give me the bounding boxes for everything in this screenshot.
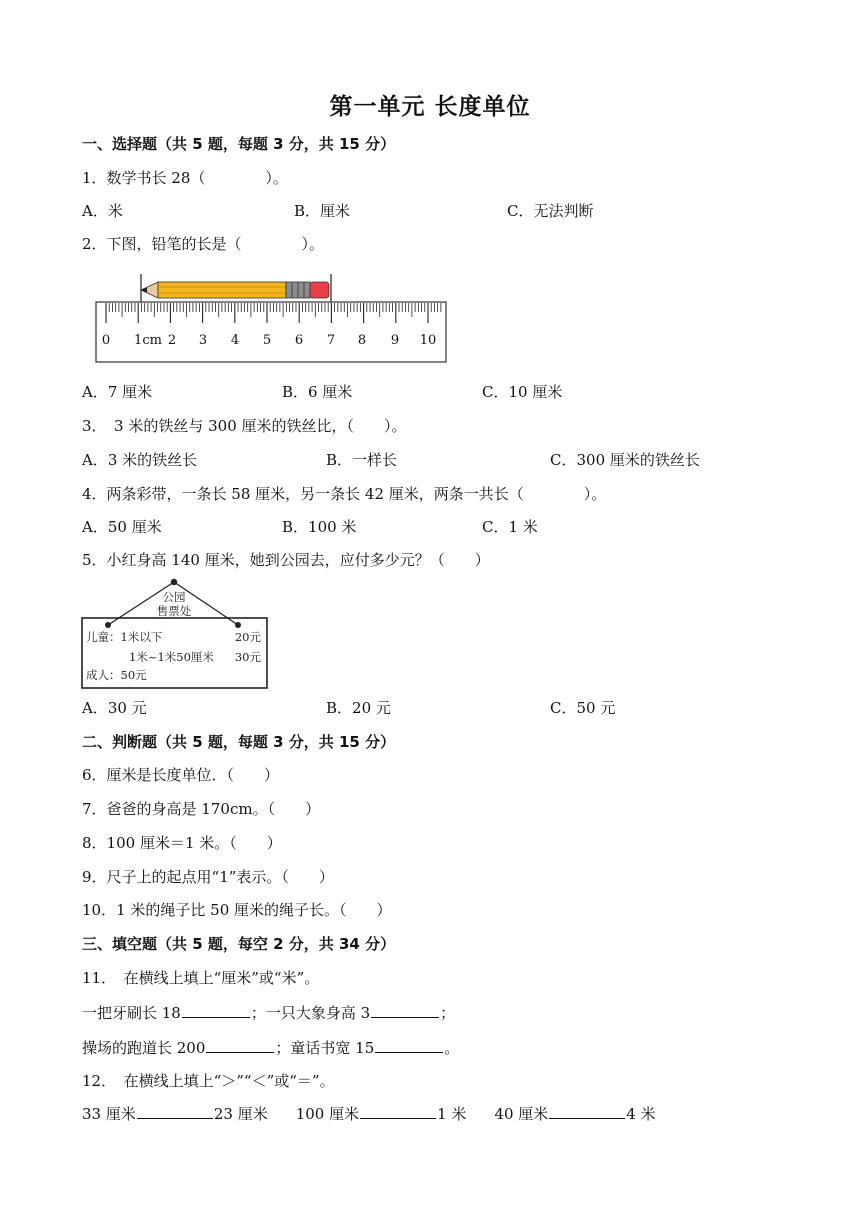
price-row-3-label: 成人：50元 xyxy=(86,668,147,682)
price-row-1-label: 儿童：1米以下 xyxy=(86,630,163,644)
question-4: 4．两条彩带，一条长 58 厘米，另一条长 42 厘米，两条一共长（ ）。 xyxy=(82,485,607,503)
q1-option-b: B．厘米 xyxy=(294,202,351,220)
ruler-label-2: 2 xyxy=(167,333,177,348)
question-3: 3． 3 米的铁丝与 300 厘米的铁丝比，（ ）。 xyxy=(82,417,407,435)
q12-line xyxy=(82,1103,656,1125)
ruler-label-0: 0 xyxy=(101,333,111,348)
ruler-label-7: 7 xyxy=(326,333,336,348)
question-7: 7．爸爸的身高是 170cm。（ ） xyxy=(82,800,321,818)
q5-option-a: A．30 元 xyxy=(82,699,147,717)
price-row-2-value: 30元 xyxy=(234,650,261,664)
question-6: 6．厘米是长度单位．（ ） xyxy=(82,766,280,784)
section-choice-heading: 一、选择题（共 5 题，每题 3 分，共 15 分） xyxy=(82,135,396,153)
q4-option-c: C．1 米 xyxy=(482,518,538,536)
question-9: 9．尺子上的起点用“1”表示。（ ） xyxy=(82,868,334,886)
question-5: 5．小红身高 140 厘米，她到公园去，应付多少元？（ ） xyxy=(82,551,490,569)
answer-blank[interactable] xyxy=(375,1037,443,1053)
question-2: 2．下图，铅笔的长是（ ）。 xyxy=(82,235,325,253)
compare-right: 1 米 xyxy=(437,1105,467,1123)
section-judge-heading: 二、判断题（共 5 题，每题 3 分，共 15 分） xyxy=(82,733,396,751)
q4-option-b: B．100 米 xyxy=(282,518,357,536)
answer-blank[interactable] xyxy=(360,1103,436,1119)
sign-line-2: 售票处 xyxy=(156,604,192,618)
answer-blank[interactable] xyxy=(182,1002,250,1018)
ruler-label-1: 1cm xyxy=(134,333,162,348)
question-8: 8．100 厘米＝1 米。（ ） xyxy=(82,834,282,852)
question-10: 10．1 米的绳子比 50 厘米的绳子长。（ ） xyxy=(82,901,392,919)
price-row-2-label: 1米~1米50厘米 xyxy=(129,650,214,664)
ruler-label-6: 6 xyxy=(294,333,304,348)
pencil-image xyxy=(141,282,329,298)
ruler-label-8: 8 xyxy=(357,333,367,348)
q5-option-b: B．20 元 xyxy=(326,699,391,717)
compare-left: 33 厘米 xyxy=(82,1105,136,1123)
compare-right: 23 厘米 xyxy=(213,1105,268,1123)
q11-item-track: 操场的跑道长 200 xyxy=(82,1039,206,1057)
answer-blank[interactable] xyxy=(137,1103,213,1119)
ruler-label-4: 4 xyxy=(230,333,240,348)
ruler-label-5: 5 xyxy=(262,333,272,348)
ruler-label-10: 10 xyxy=(419,333,437,348)
q3-option-a: A．3 米的铁丝长 xyxy=(82,451,198,469)
q1-option-c: C．无法判断 xyxy=(507,202,594,220)
q2-option-a: A．7 厘米 xyxy=(82,383,153,401)
section-fill-heading: 三、填空题（共 5 题，每空 2 分，共 34 分） xyxy=(82,935,396,953)
answer-blank[interactable] xyxy=(371,1002,439,1018)
q3-option-b: B．一样长 xyxy=(326,451,398,469)
compare-right: 4 米 xyxy=(626,1105,656,1123)
q1-option-a: A．米 xyxy=(82,202,123,220)
ruler-image xyxy=(96,302,446,362)
q4-option-a: A．50 厘米 xyxy=(82,518,162,536)
answer-blank[interactable] xyxy=(549,1103,625,1119)
pencil-ruler-figure xyxy=(92,270,448,366)
sign-line-1: 公园 xyxy=(162,590,186,604)
q3-option-c: C．300 厘米的铁丝长 xyxy=(550,451,700,469)
q11-item-toothbrush: 一把牙刷长 18 xyxy=(82,1004,181,1022)
q5-option-c: C．50 元 xyxy=(550,699,616,717)
q11-line-1 xyxy=(82,1002,455,1024)
q11-line-2 xyxy=(82,1037,459,1059)
ruler-label-9: 9 xyxy=(390,333,400,348)
q11-item-elephant: ；一只大象身高 3 xyxy=(250,1004,371,1022)
question-11: 11． 在横线上填上“厘米”或“米”。 xyxy=(82,969,320,987)
compare-left: 100 厘米 xyxy=(295,1105,360,1123)
q2-option-c: C．10 厘米 xyxy=(482,383,563,401)
answer-blank[interactable] xyxy=(206,1037,274,1053)
question-1: 1．数学书长 28（ ）。 xyxy=(82,169,288,187)
page-title: 第一单元 长度单位 xyxy=(329,94,531,120)
q2-option-b: B．6 厘米 xyxy=(282,383,353,401)
price-row-1-value: 20元 xyxy=(234,630,261,644)
ticket-booth-sign xyxy=(80,576,270,692)
question-12: 12． 在横线上填上“＞”“＜”或“＝”。 xyxy=(82,1072,335,1090)
compare-left: 40 厘米 xyxy=(494,1105,549,1123)
ruler-label-3: 3 xyxy=(198,333,208,348)
punctuation: ； xyxy=(440,1004,456,1022)
q11-item-book: ；童话书宽 15 xyxy=(275,1039,375,1057)
punctuation: 。 xyxy=(444,1039,460,1057)
